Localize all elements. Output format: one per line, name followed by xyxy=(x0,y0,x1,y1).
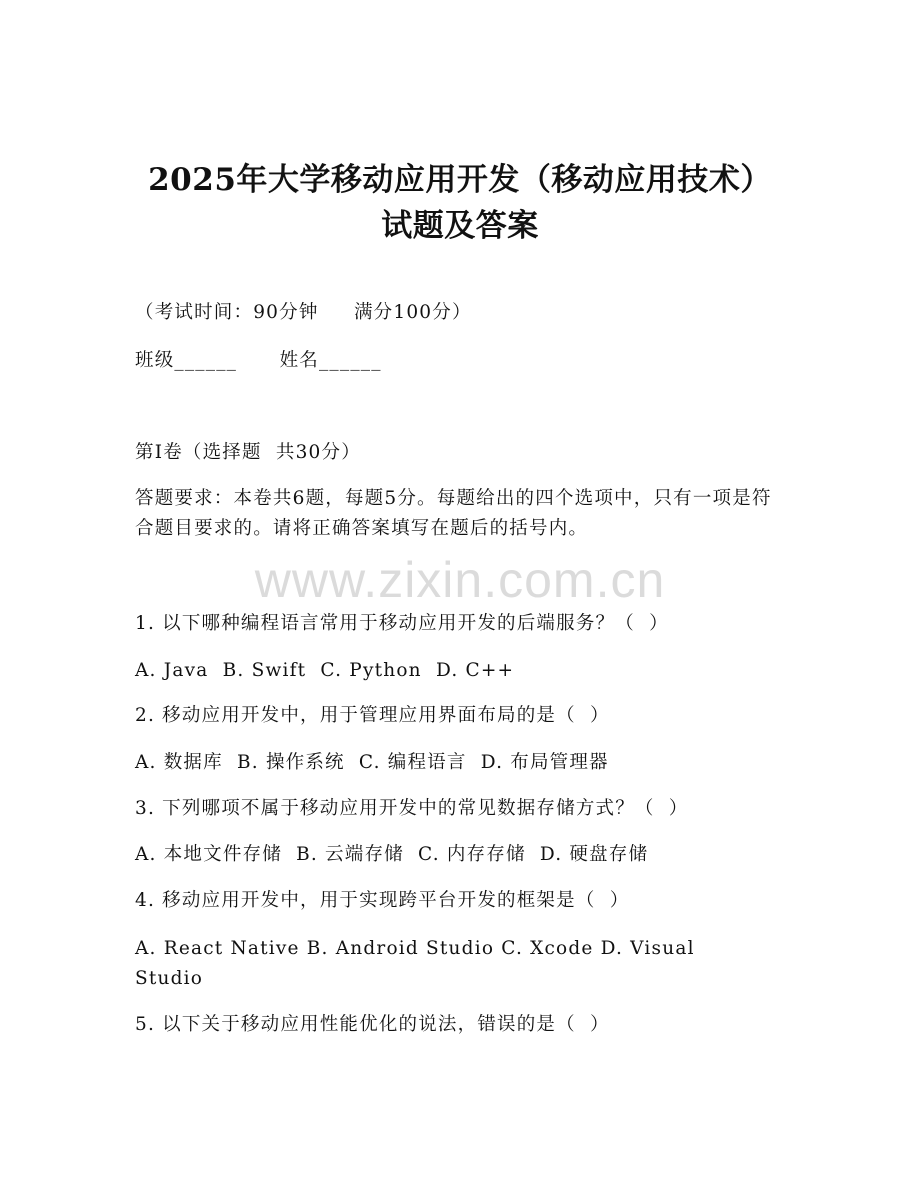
question-2-options: A. 数据库 B. 操作系统 C. 编程语言 D. 布局管理器 xyxy=(135,752,609,773)
document-title-line-1: 2025年大学移动应用开发（移动应用技术） xyxy=(148,162,772,198)
question-3-stem: 3. 下列哪项不属于移动应用开发中的常见数据存储方式？（ ） xyxy=(135,798,689,819)
question-3-options: A. 本地文件存储 B. 云端存储 C. 内存存储 D. 硬盘存储 xyxy=(135,844,649,865)
question-1-options: A. Java B. Swift C. Python D. C++ xyxy=(135,660,515,681)
instructions: 答题要求：本卷共6题，每题5分。每题给出的四个选项中，只有一项是符合题目要求的。请将正确答案填写在题后的括号内。 xyxy=(135,488,772,539)
section-title: 第I卷（选择题 共30分） xyxy=(135,442,361,463)
watermark: www.zixin.com.cn xyxy=(254,552,666,608)
question-5-stem: 5. 以下关于移动应用性能优化的说法，错误的是（ ） xyxy=(135,1014,610,1035)
document-title-line-2: 试题及答案 xyxy=(381,208,539,244)
question-1-stem: 1. 以下哪种编程语言常用于移动应用开发的后端服务？（ ） xyxy=(135,613,669,634)
exam-info: （考试时间：90分钟 满分100分） xyxy=(135,302,472,323)
question-4-options: A. React Native B. Android Studio C. Xcode D. Visual Studio xyxy=(135,938,695,989)
class-name-fields: 班级______ 姓名______ xyxy=(135,350,382,371)
question-2-stem: 2. 移动应用开发中，用于管理应用界面布局的是（ ） xyxy=(135,705,610,726)
question-4-stem: 4. 移动应用开发中，用于实现跨平台开发的框架是（ ） xyxy=(135,890,630,911)
